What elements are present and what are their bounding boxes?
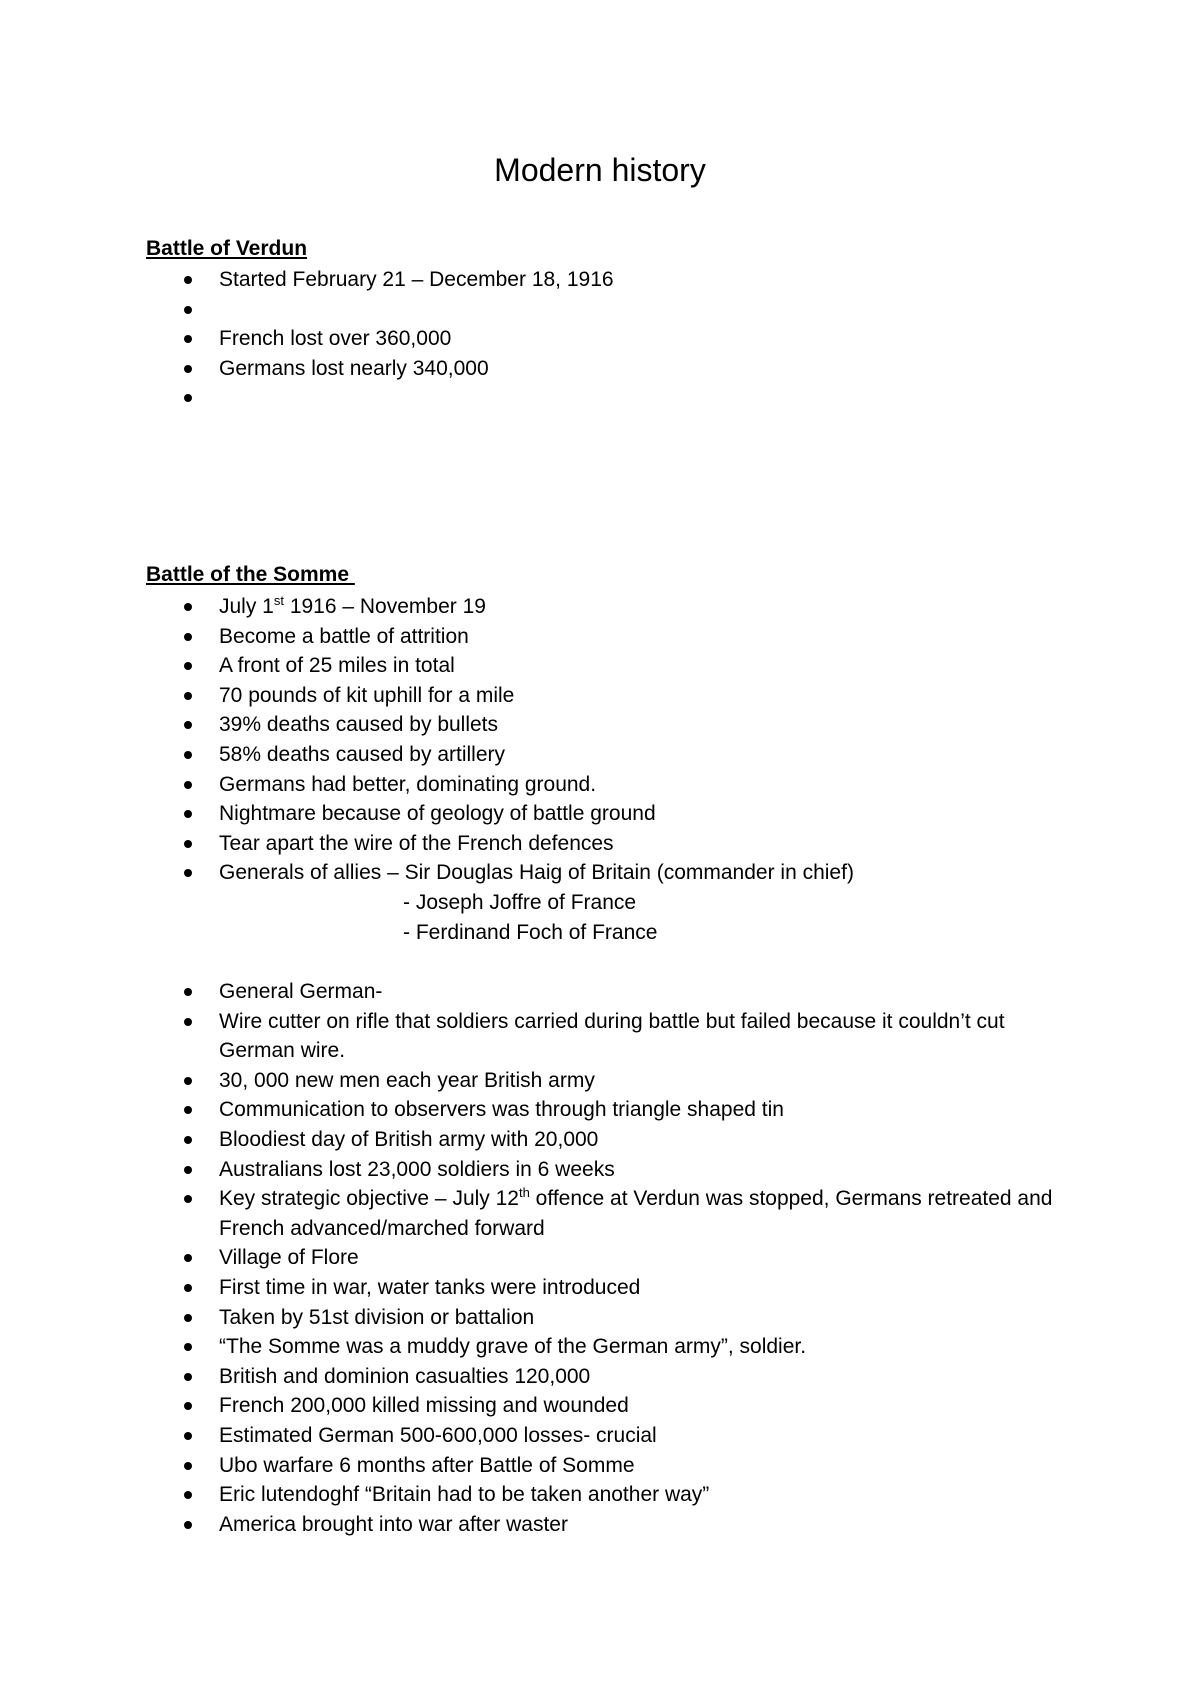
bullet-icon	[184, 751, 192, 759]
list-item: British and dominion casualties 120,000	[0, 1362, 1079, 1392]
list-item: First time in war, water tanks were introduced	[0, 1273, 1079, 1303]
bullet-icon	[184, 394, 192, 402]
bullet-icon	[184, 840, 192, 848]
list-item: Tear apart the wire of the French defences	[0, 829, 1079, 859]
bullet-icon	[184, 721, 192, 729]
bullet-icon	[184, 1106, 192, 1114]
list-item	[0, 383, 1079, 413]
bullet-icon	[184, 1491, 192, 1499]
list-item: Bloodiest day of British army with 20,000	[0, 1125, 1079, 1155]
list-item: America brought into war after waster	[0, 1510, 1079, 1540]
list-item: Key strategic objective – July 12th offence at Verdun was stopped, Germans retreated and French advanced/marched forward	[0, 1184, 1079, 1243]
list-item: 70 pounds of kit uphill for a mile	[0, 681, 1079, 711]
bullet-icon	[184, 781, 192, 789]
bullet-icon	[184, 633, 192, 641]
bullet-icon	[184, 1314, 192, 1322]
list-item: Eric lutendoghf “Britain had to be taken another way”	[0, 1480, 1079, 1510]
bullet-icon	[184, 1018, 192, 1026]
bullet-icon	[184, 365, 192, 373]
bullet-icon	[184, 306, 192, 314]
heading-battle-of-the-somme: Battle of the Somme	[146, 563, 355, 586]
bullet-icon	[184, 276, 192, 284]
bullet-icon	[184, 1195, 192, 1203]
list-item: “The Somme was a muddy grave of the German army”, soldier.	[0, 1332, 1079, 1362]
bullet-icon	[184, 1077, 192, 1085]
bullet-icon	[184, 1432, 192, 1440]
sub-item: - Ferdinand Foch of France	[403, 920, 658, 944]
bullet-icon	[184, 988, 192, 996]
somme-list-continued	[0, 977, 1079, 1539]
list-item: Village of Flore	[0, 1243, 1079, 1273]
list-item: 30, 000 new men each year British army	[0, 1066, 1079, 1096]
list-item: 39% deaths caused by bullets	[0, 710, 1079, 740]
bullet-icon	[184, 810, 192, 818]
page-title: Modern history	[494, 152, 706, 188]
bullet-icon	[184, 1136, 192, 1144]
list-item: Become a battle of attrition	[0, 622, 1079, 652]
bullet-icon	[184, 1166, 192, 1174]
list-item: French 200,000 killed missing and wounded	[0, 1391, 1079, 1421]
bullet-icon	[184, 603, 192, 611]
bullet-icon	[184, 1343, 192, 1351]
list-item: A front of 25 miles in total	[0, 651, 1079, 681]
bullet-icon	[184, 662, 192, 670]
list-item: Estimated German 500-600,000 losses- crucial	[0, 1421, 1079, 1451]
verdun-list	[0, 265, 1079, 413]
bullet-icon	[184, 1462, 192, 1470]
list-item: Wire cutter on rifle that soldiers carried during battle but failed because it couldn’t cut German wire.	[0, 1007, 1079, 1066]
bullet-icon	[184, 1254, 192, 1262]
list-item: Germans had better, dominating ground.	[0, 770, 1079, 800]
bullet-icon	[184, 869, 192, 877]
somme-list	[0, 592, 1079, 888]
list-item: Germans lost nearly 340,000	[0, 354, 1079, 384]
bullet-icon	[184, 335, 192, 343]
sub-item: - Joseph Joffre of France	[403, 891, 637, 914]
bullet-icon	[184, 1521, 192, 1529]
list-item	[0, 295, 1079, 325]
list-item: 58% deaths caused by artillery	[0, 740, 1079, 770]
list-item: Started February 21 – December 18, 1916	[0, 265, 1079, 295]
list-item: July 1st 1916 – November 19	[0, 592, 1079, 622]
list-item: French lost over 360,000	[0, 324, 1079, 354]
bullet-icon	[184, 692, 192, 700]
list-item: Nightmare because of geology of battle ground	[0, 799, 1079, 829]
list-item: Generals of allies – Sir Douglas Haig of Britain (commander in chief)	[0, 858, 1079, 888]
list-item: General German-	[0, 977, 1079, 1007]
generals-sublist	[0, 888, 1103, 947]
bullet-icon	[184, 1284, 192, 1292]
bullet-icon	[184, 1373, 192, 1381]
heading-battle-of-verdun: Battle of Verdun	[146, 237, 308, 260]
list-item: Communication to observers was through triangle shaped tin	[0, 1095, 1079, 1125]
list-item: Australians lost 23,000 soldiers in 6 weeks	[0, 1155, 1079, 1185]
list-item: Taken by 51st division or battalion	[0, 1303, 1079, 1333]
bullet-icon	[184, 1402, 192, 1410]
list-item: Ubo warfare 6 months after Battle of Somme	[0, 1451, 1079, 1481]
